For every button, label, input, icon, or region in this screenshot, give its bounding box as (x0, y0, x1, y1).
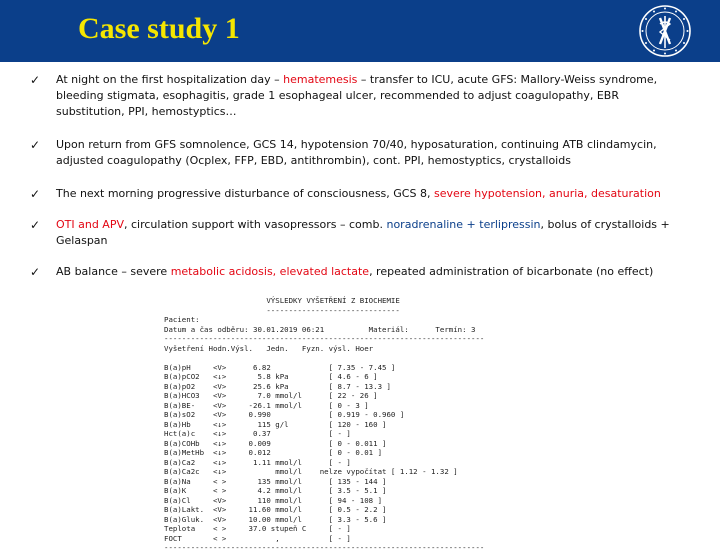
report-line: B(a)Ca2c <↓> mmol/l nelze vypočítat [ 1.12 - 1.32 ] (164, 467, 458, 476)
report-line: VÝSLEDKY VYŠETŘENÍ Z BIOCHEMIE (164, 296, 400, 305)
bullet-text: AB balance – severe (56, 265, 171, 278)
checkmark-icon: ✓ (30, 73, 41, 87)
bullet-text: , circulation support with vasopressors – comb. (124, 218, 387, 231)
bullet-text: The next morning progressive disturbance of consciousness, GCS 8, (56, 187, 434, 200)
slide-title: Case study 1 (78, 12, 240, 45)
report-line: B(a)MetHb <↓> 0.012 [ 0 - 0.01 ] (164, 448, 383, 457)
highlight-text: metabolic acidosis, elevated lactate (170, 265, 370, 278)
report-line: B(a)pO2 <V> 25.6 kPa [ 8.7 - 13.3 ] (164, 381, 391, 391)
report-line: B(a)COHb <↓> 0.009 [ 0 - 0.011 ] (164, 438, 387, 448)
report-line: B(a)HCO3 <V> 7.0 mmol/l [ 22 - 26 ] (164, 391, 378, 400)
bullet-item (30, 264, 690, 280)
report-line: B(a)Gluk. <V> 10.00 mmol/l [ 3.3 - 5.6 ] (164, 514, 387, 524)
highlight-text: severe hypotension, anuria, desaturation (433, 187, 661, 200)
checkmark-icon: ✓ (30, 265, 41, 279)
report-line: Datum a čas odběru: 30.01.2019 06:21 Materiál: Termín: 3 (164, 324, 476, 334)
bullet-text: , bolus of crystalloids + Gelaspan (56, 218, 670, 247)
report-line: Teplota < > 37.0 stupeň C [ - ] (164, 524, 351, 533)
report-line: B(a)Hb <↓> 115 g/l [ 120 - 160 ] (164, 419, 387, 429)
bullet-item (30, 137, 690, 169)
bullet-list (30, 70, 690, 280)
report-line: B(a)BE- <V> -26.1 mmol/l [ 0 - 3 ] (164, 400, 369, 410)
report-line: B(a)pH <V> 6.82 [ 7.35 - 7.45 ] (164, 362, 396, 372)
report-line: Pacient: (164, 315, 200, 324)
bullet-item (30, 72, 690, 120)
report-line: B(a)Cl <V> 110 mmol/l [ 94 - 108 ] (164, 495, 383, 505)
report-line: FOCT < > , [ - ] (164, 533, 351, 543)
checkmark-icon: ✓ (30, 218, 41, 232)
highlight-text: hematemesis (283, 73, 358, 86)
report-line: B(a)K < > 4.2 mmol/l [ 3.5 - 5.1 ] (164, 486, 387, 495)
report-line: B(a)Na < > 135 mmol/l [ 135 - 144 ] (164, 476, 387, 486)
highlight-text: noradrenaline + terlipressin (386, 218, 541, 231)
slide-header (0, 0, 720, 62)
bullet-item (30, 186, 690, 202)
lab-report-text (164, 296, 526, 553)
report-line: B(a)Lakt. <V> 11.60 mmol/l [ 0.5 - 2.2 ] (164, 505, 387, 514)
university-seal-icon (638, 4, 692, 58)
bullet-item (30, 217, 690, 249)
report-line: ------------------------------------------------------------------------ (164, 543, 485, 552)
bullet-text: – transfer to ICU, acute GFS: Mallory-Weiss syndrome, bleeding stigmata, esophagitis, grade 1 esophageal ulcer, recommended to adjust coagulopathy, EBR substitution, PPI, hemostyptics… (56, 73, 658, 118)
report-line: Vyšetření Hodn.Výsl. Jedn. Fyzn. výsl. Hoer (164, 343, 374, 353)
highlight-text: OTI and APV (56, 218, 124, 231)
report-line: B(a)Ca2 <↓> 1.11 mmol/l [ - ] (164, 457, 351, 467)
lab-report-printout (164, 296, 526, 552)
bullet-text: Upon return from GFS somnolence, GCS 14, hypotension 70/40, hyposaturation, continuing ATB clindamycin, adjusted coagulopathy (Ocplex, FFP, EBD, antithrombin), cont. PPI, hemostyptics, crystalloids (56, 138, 657, 167)
report-line: B(a)pCO2 <↓> 5.8 kPa [ 4.6 - 6 ] (164, 372, 378, 381)
checkmark-icon: ✓ (30, 187, 41, 201)
report-line: ------------------------------ (164, 305, 400, 315)
bullet-text: , repeated administration of bicarbonate (no effect) (369, 265, 654, 278)
report-line: B(a)sO2 <V> 0.990 [ 0.919 - 0.960 ] (164, 410, 405, 419)
report-line: ------------------------------------------------------------------------ (164, 334, 485, 343)
bullet-text: At night on the first hospitalization day – (56, 73, 284, 86)
checkmark-icon: ✓ (30, 138, 41, 152)
report-line: Hct(a)c <↓> 0.37 [ - ] (164, 429, 351, 438)
